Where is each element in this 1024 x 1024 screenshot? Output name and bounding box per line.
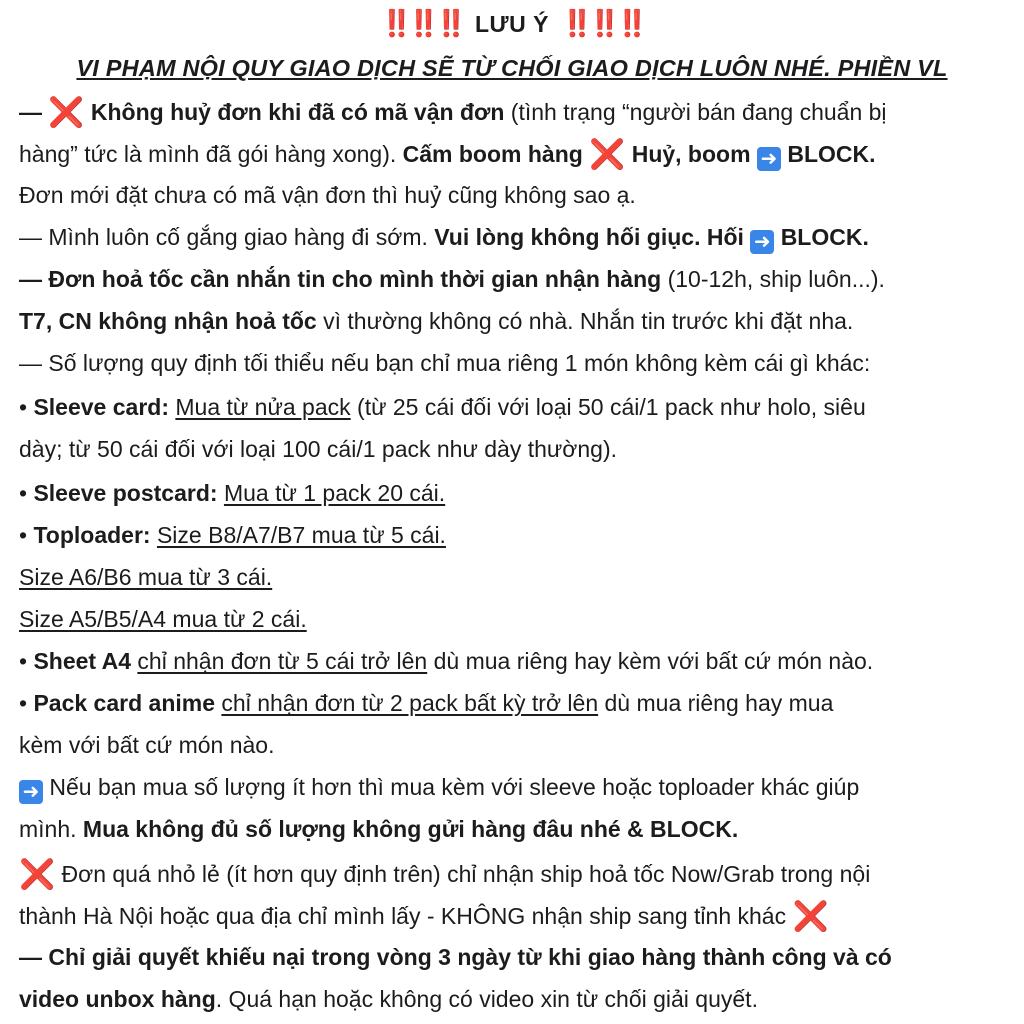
underlined-text: Size A5/B5/A4 mua từ 2 cái. [19,606,307,632]
underlined-text: Mua từ 1 pack 20 cái. [223,480,446,506]
rule-line [19,178,636,212]
text: Đơn mới đặt chưa có mã vận đơn thì huỷ cũng không sao ạ. [19,182,636,208]
title-text: LƯU Ý [475,11,549,37]
rule-line [19,898,829,933]
bullet: • [19,480,34,506]
text: thành Hà Nội hoặc qua địa chỉ mình lấy - KHÔNG nhận ship sang tỉnh khác [19,903,787,929]
cross-icon: ❌ [19,859,56,891]
cross-icon: ❌ [792,901,829,933]
bold-text: Pack card anime [33,690,216,716]
bullet: • [19,648,34,674]
text: dày; từ 50 cái đối với loại 100 cái/1 pack như dày thường). [19,436,618,462]
bold-text: Sheet A4 [33,648,132,674]
rule-line [19,518,446,552]
right-arrow-icon: ➜ [19,780,43,804]
text: . Quá hạn hoặc không có video xin từ chối giải quyết. [215,986,758,1012]
bold-text: — Đơn hoả tốc cần nhắn tin cho mình thời gian nhận hàng [19,266,662,292]
rule-line [19,304,853,338]
bold-text: Vui lòng không hối giục. Hối [434,224,744,250]
bold-text: BLOCK. [787,141,876,167]
rule-line [19,476,445,510]
cross-icon: ❌ [589,139,626,171]
text: Đơn quá nhỏ lẻ (ít hơn quy định trên) chỉ nhận ship hoả tốc Now/Grab trong nội [61,861,871,887]
rule-line [19,812,738,846]
rule-line [19,560,272,594]
text: (từ 25 cái đối với loại 50 cái/1 pack như holo, siêu [350,394,866,420]
text: mình. [19,816,83,842]
text: — Mình luôn cố gắng giao hàng đi sớm. [19,224,435,250]
bold-text: Sleeve card: [33,394,169,420]
text: Nếu bạn mua số lượng ít hơn thì mua kèm với sleeve hoặc toploader khác giúp [49,774,860,800]
bold-text: Toploader: [33,522,151,548]
text: vì thường không có nhà. Nhắn tin trước khi đặt nha. [316,308,854,334]
notice-title [0,5,1024,41]
text: dù mua riêng hay mua [598,690,834,716]
underlined-text: Size A6/B6 mua từ 3 cái. [19,564,273,590]
rule-line [19,262,885,296]
rule-line [19,770,859,804]
rule-line [19,432,617,466]
underlined-text: chỉ nhận đơn từ 5 cái trở lên [137,648,428,674]
right-arrow-icon: ➜ [757,147,781,171]
cross-icon: ❌ [48,97,85,129]
right-arrow-icon: ➜ [750,230,774,254]
bold-text: Mua không đủ số lượng không gửi hàng đâu nhé & BLOCK. [82,816,739,842]
rule-line [19,602,307,636]
bold-text: Không huỷ đơn khi đã có mã vận đơn [90,99,505,125]
bold-text: Cấm boom hàng [402,141,583,167]
text: dù mua riêng hay kèm với bất cứ món nào. [427,648,874,674]
rule-line [19,686,833,720]
bold-text: video unbox hàng [19,986,216,1012]
double-exclamation-icon: ‼️‼️‼️ [380,8,463,38]
rule-line [19,644,873,678]
bold-text: Sleeve postcard: [33,480,218,506]
rule-line [19,220,869,254]
dash: — [19,99,49,125]
underlined-text: Mua từ nửa pack [175,394,351,420]
bullet: • [19,394,34,420]
bullet: • [19,690,34,716]
underlined-text: Size B8/A7/B7 mua từ 5 cái. [156,522,446,548]
rule-line [19,390,866,424]
rule-line [19,136,876,171]
rule-line [19,728,274,762]
bold-text: Huỷ, boom [631,141,751,167]
text: (10-12h, ship luôn...). [661,266,885,292]
bold-text: — Chỉ giải quyết khiếu nại trong vòng 3 ngày từ khi giao hàng thành công và có [19,944,892,970]
bold-text: T7, CN không nhận hoả tốc [19,308,317,334]
rule-line [19,94,887,129]
text: (tình trạng “người bán đang chuẩn bị [504,99,887,125]
rule-line [19,346,870,380]
underlined-text: chỉ nhận đơn từ 2 pack bất kỳ trở lên [221,690,599,716]
rule-line [19,856,870,891]
rule-line [19,982,758,1016]
notice-subtitle: VI PHẠM NỘI QUY GIAO DỊCH SẼ TỪ CHỐI GIAO DỊCH LUÔN NHÉ. PHIỀN VL [76,55,948,81]
double-exclamation-icon: ‼️‼️‼️ [561,8,644,38]
bold-text: BLOCK. [780,224,869,250]
rule-line [19,940,892,974]
bullet: • [19,522,34,548]
text: — Số lượng quy định tối thiểu nếu bạn chỉ mua riêng 1 món không kèm cái gì khác: [19,350,871,376]
text: hàng” tức là mình đã gói hàng xong). [19,141,403,167]
text: kèm với bất cứ món nào. [19,732,275,758]
